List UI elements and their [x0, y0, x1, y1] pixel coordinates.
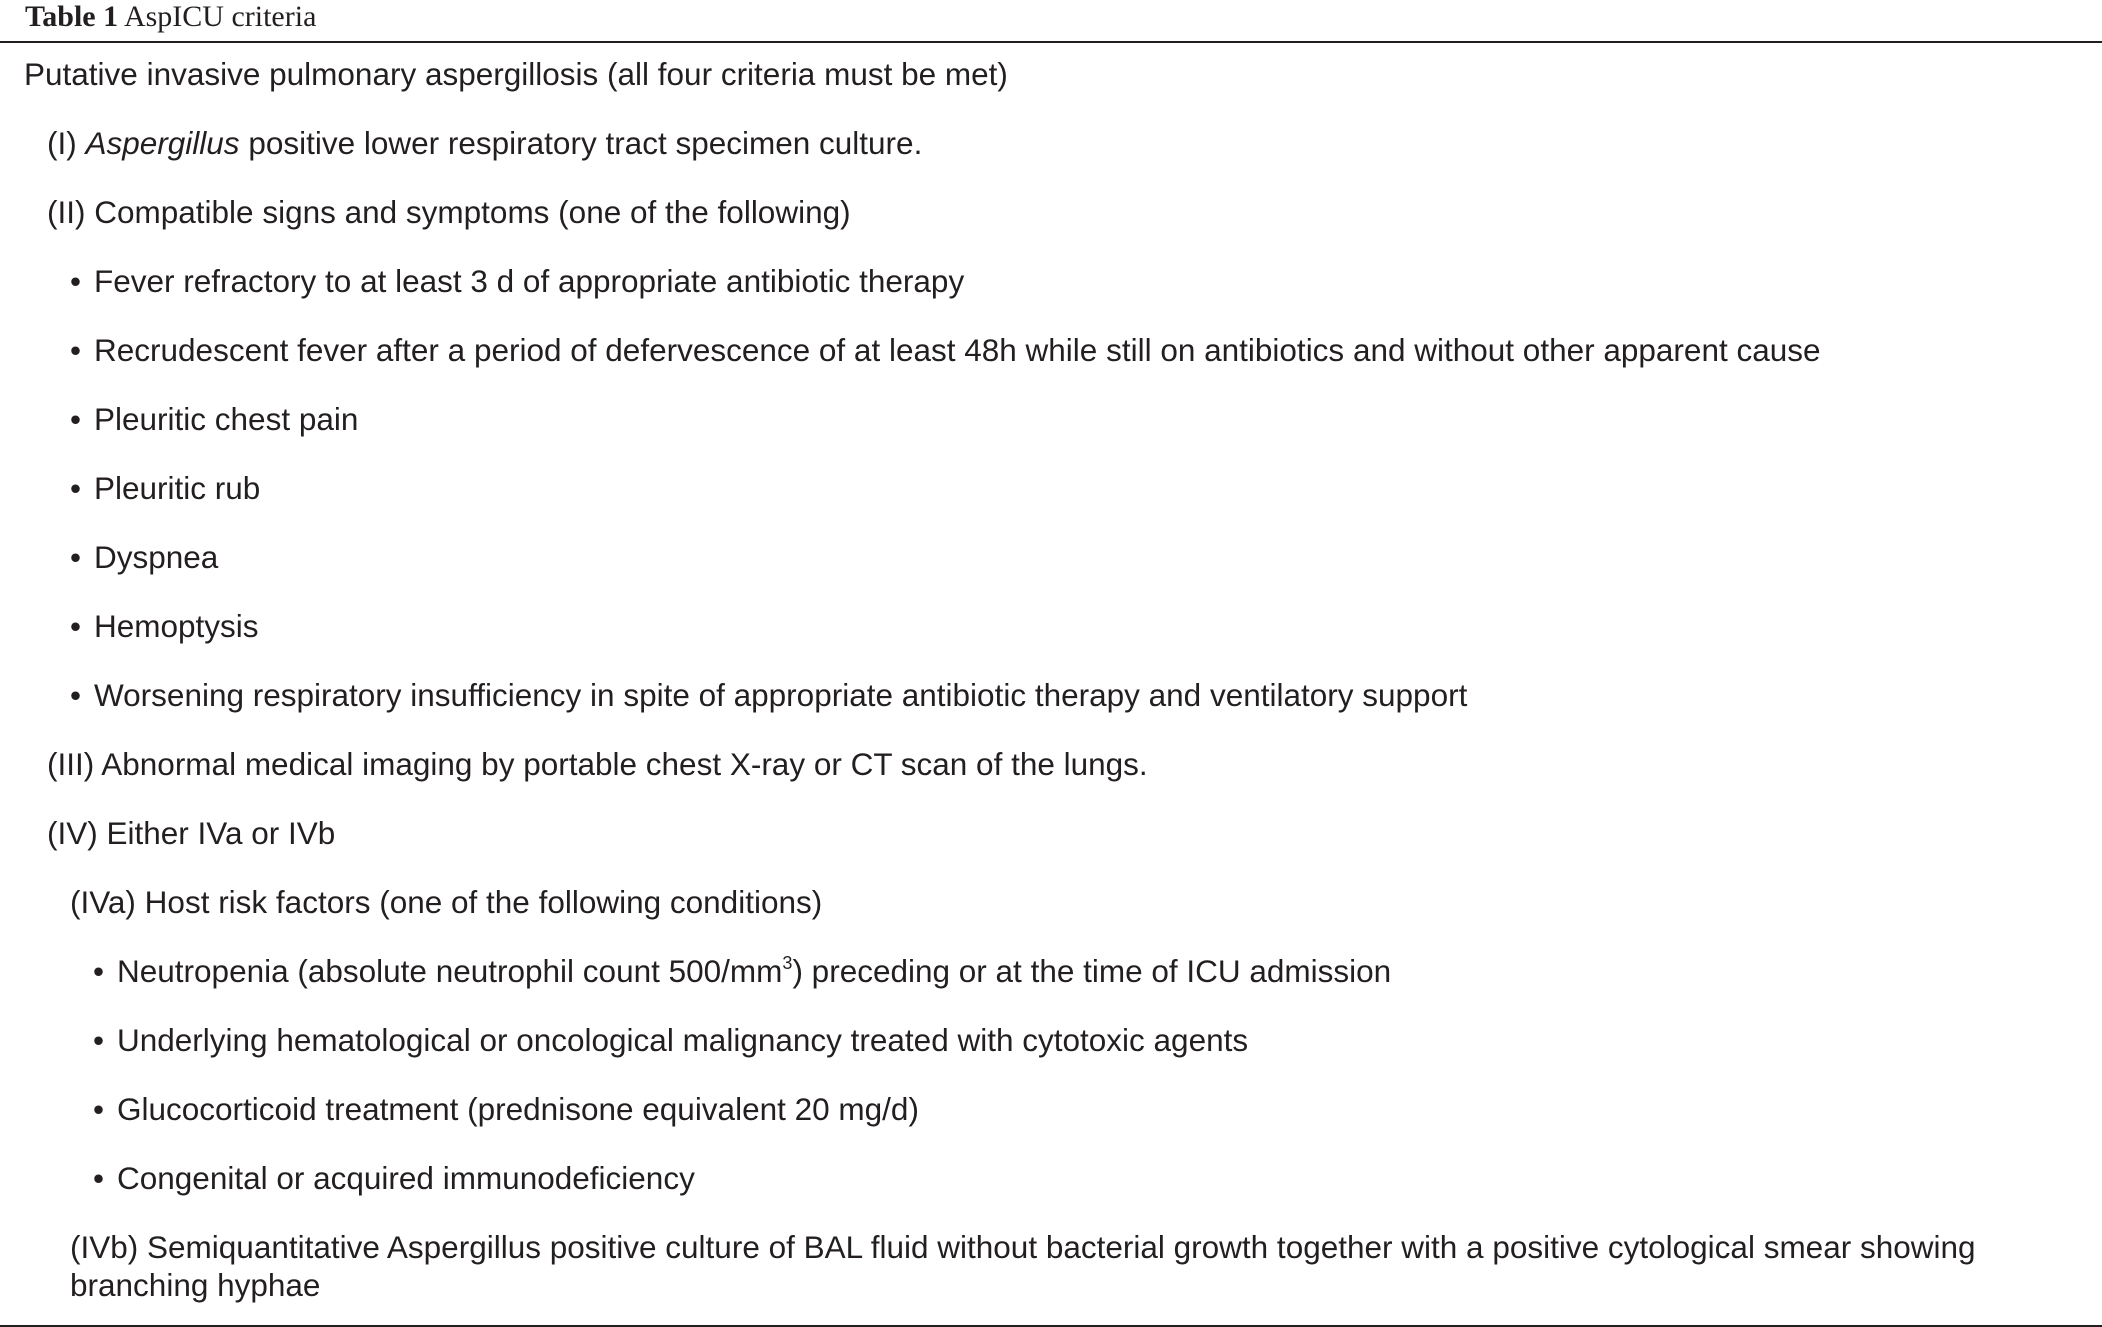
criterion-1-text: positive lower respiratory tract specimen culture.	[239, 125, 923, 161]
criterion-2-text: (II) Compatible signs and symptoms (one of the following)	[47, 194, 851, 230]
bullet-glyph: •	[70, 332, 82, 368]
criterion-4a-text: (IVa) Host risk factors (one of the following conditions)	[70, 884, 823, 920]
table-caption-title: AspICU criteria	[123, 0, 317, 33]
table-caption-label: Table 1	[25, 0, 119, 33]
table-row-header	[0, 55, 2102, 124]
table-row-symptom	[0, 400, 2102, 469]
table-row-criterion-4b	[0, 1228, 2102, 1304]
table-row-criterion-3	[0, 745, 2102, 814]
table-top-rule	[0, 41, 2102, 43]
symptom-text: Pleuritic chest pain	[94, 401, 359, 437]
bullet-glyph: •	[70, 401, 82, 437]
symptom-text: Recrudescent fever after a period of defervescence of at least 48h while still on antibiotics and without other apparent cause	[94, 332, 1821, 368]
table-row-symptom	[0, 538, 2102, 607]
symptom-text: Fever refractory to at least 3 d of appropriate antibiotic therapy	[94, 263, 965, 299]
bullet-glyph: •	[93, 1160, 105, 1196]
risk-factor-text: Neutropenia (absolute neutrophil count 500/mm	[117, 953, 783, 989]
table-row-criterion-2	[0, 193, 2102, 262]
table-row-symptom	[0, 607, 2102, 676]
header-text: Putative invasive pulmonary aspergillosis (all four criteria must be met)	[24, 56, 1008, 92]
criterion-1-organism: Aspergillus	[85, 125, 240, 161]
table-row-symptom	[0, 331, 2102, 400]
symptom-text: Dyspnea	[94, 539, 219, 575]
risk-factor-text: Glucocorticoid treatment (prednisone equivalent 20 mg/d)	[117, 1091, 919, 1127]
table-row-criterion-1	[0, 124, 2102, 193]
bullet-glyph: •	[93, 1091, 105, 1127]
criterion-3-text: (III) Abnormal medical imaging by portable chest X-ray or CT scan of the lungs.	[47, 746, 1148, 782]
risk-factor-text: Congenital or acquired immunodeficiency	[117, 1160, 695, 1196]
bullet-glyph: •	[70, 470, 82, 506]
superscript-3: 3	[782, 952, 793, 973]
bullet-glyph: •	[70, 608, 82, 644]
bullet-glyph: •	[70, 263, 82, 299]
symptom-text: Pleuritic rub	[94, 470, 261, 506]
table-row-risk-factor	[0, 1021, 2102, 1090]
symptom-text: Worsening respiratory insufficiency in spite of appropriate antibiotic therapy and ventilatory support	[94, 677, 1468, 713]
table-row-criterion-4a	[0, 883, 2102, 952]
criteria-table	[0, 55, 2102, 1304]
table-row-risk-factor	[0, 1159, 2102, 1228]
table-row-criterion-4	[0, 814, 2102, 883]
table-row-risk-factor	[0, 1090, 2102, 1159]
bullet-glyph: •	[70, 539, 82, 575]
table-caption	[25, 0, 316, 36]
bullet-glyph: •	[93, 1022, 105, 1058]
risk-factor-text-rest: ) preceding or at the time of ICU admission	[792, 953, 1392, 989]
table-row-symptom	[0, 469, 2102, 538]
symptom-text: Hemoptysis	[94, 608, 259, 644]
criterion-4b-text: (IVb) Semiquantitative Aspergillus positive culture of BAL fluid without bacterial growth together with a positive cytological smear showing branching hyphae	[70, 1229, 1976, 1303]
bullet-glyph: •	[70, 677, 82, 713]
criterion-4-text: (IV) Either IVa or IVb	[47, 815, 336, 851]
table-row-symptom	[0, 676, 2102, 745]
table-row-symptom	[0, 262, 2102, 331]
bullet-glyph: •	[93, 953, 105, 989]
criterion-1-number: (I)	[47, 125, 86, 161]
table-row-risk-factor	[0, 952, 2102, 1021]
risk-factor-text: Underlying hematological or oncological malignancy treated with cytotoxic agents	[117, 1022, 1249, 1058]
